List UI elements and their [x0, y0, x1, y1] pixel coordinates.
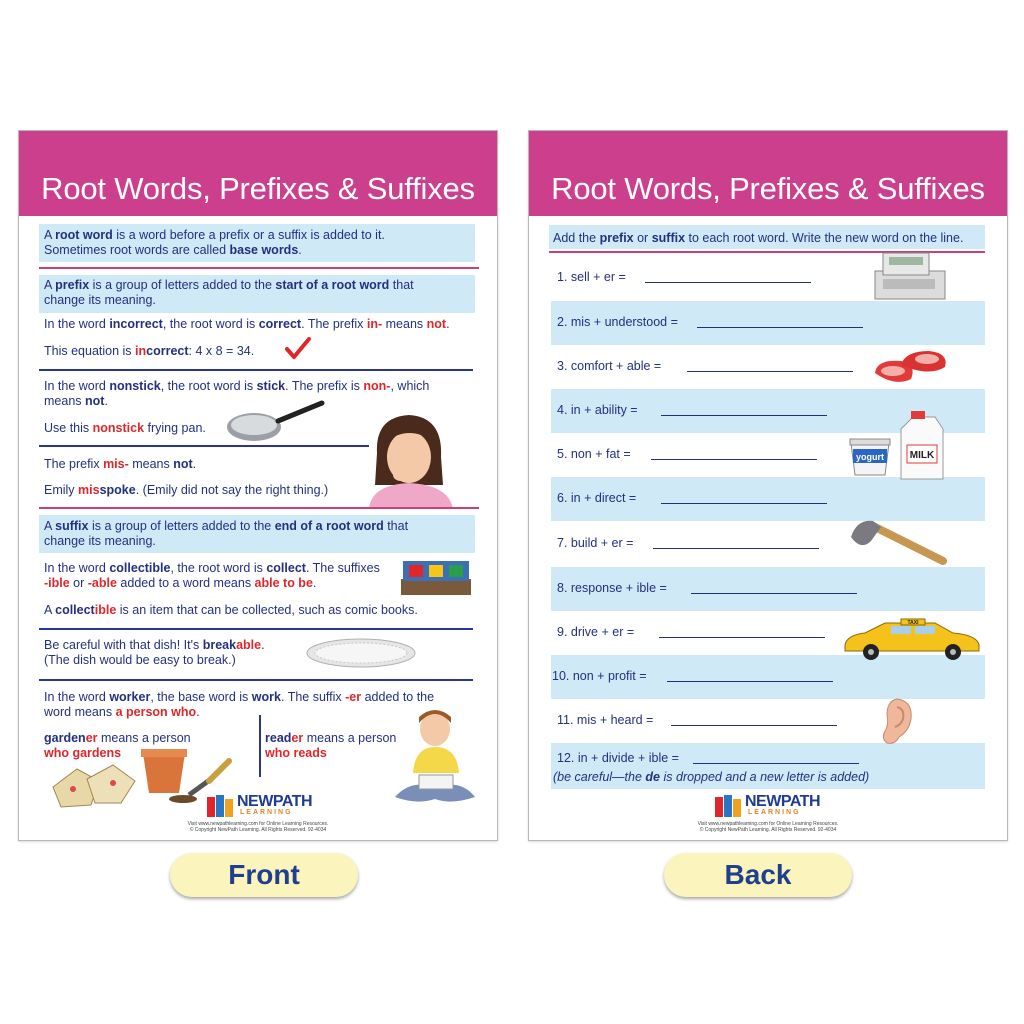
- girl-image: [363, 413, 463, 509]
- mis-prefix-example: The prefix mis- means not.: [44, 457, 197, 471]
- exercise-prompt: 3. comfort + able =: [557, 359, 662, 373]
- taxi-image: [841, 619, 983, 661]
- exercise-row-11: [551, 699, 985, 743]
- exercise-prompt: 5. non + fat =: [557, 447, 631, 461]
- prefix-definition-line1: A prefix is a group of letters added to the start of a root word that: [44, 278, 414, 292]
- exercise-prompt: 1. sell + er =: [557, 270, 626, 284]
- yogurt-label: yogurt: [856, 452, 884, 462]
- emily-example: Emily misspoke. (Emily did not say the right thing.): [44, 483, 329, 497]
- nonstick-example-line1: In the word nonstick, the root word is stick. The prefix is non-, which: [44, 379, 430, 393]
- boy-reading-image: [391, 709, 477, 807]
- instruction-text: Add the prefix or suffix to each root word. Write the new word on the line.: [553, 231, 964, 245]
- back-card: [528, 130, 1008, 841]
- reader-line1: reader means a person: [265, 731, 397, 745]
- exercise-row-10: [551, 655, 985, 699]
- comic-books-image: [399, 557, 475, 597]
- divider: [39, 679, 473, 681]
- exercise-row-6: [551, 477, 985, 521]
- exercise-prompt: 9. drive + er =: [557, 625, 635, 639]
- exercise-note: (be careful—the de is dropped and a new letter is added): [553, 770, 870, 784]
- footer-copyright: © Copyright NewPath Learning. All Rights Reserved. 92-4034: [699, 827, 837, 833]
- front-button[interactable]: Front: [170, 853, 358, 897]
- footer-copyright: © Copyright NewPath Learning. All Rights Reserved. 92-4034: [189, 827, 327, 833]
- exercise-prompt: 4. in + ability =: [557, 403, 638, 417]
- exercise-prompt: 8. response + ible =: [557, 581, 667, 595]
- yogurt-image: [850, 439, 890, 475]
- logo-mark-icon: [207, 795, 235, 817]
- section-divider: [39, 507, 479, 509]
- section-divider: [39, 267, 479, 269]
- answer-line[interactable]: [661, 415, 827, 416]
- worker-example-line2: word means a person who.: [44, 705, 200, 719]
- answer-line[interactable]: [645, 282, 811, 283]
- divider: [39, 445, 369, 447]
- logo-sub: LEARNING: [748, 809, 801, 816]
- collectible-item-example: A collectible is an item that can be collected, such as comic books.: [44, 603, 418, 617]
- hammer-image: [847, 517, 947, 569]
- logo-sub: LEARNING: [240, 809, 293, 816]
- answer-line[interactable]: [687, 371, 853, 372]
- incorrect-example: In the word incorrect, the root word is correct. The prefix in- means not.: [44, 317, 450, 331]
- frying-pan-image: [226, 397, 326, 445]
- answer-line[interactable]: [671, 725, 837, 726]
- answer-line[interactable]: [667, 681, 833, 682]
- suffix-definition-line2: change its meaning.: [44, 534, 156, 548]
- exercise-prompt: 6. in + direct =: [557, 491, 637, 505]
- back-button[interactable]: Back: [664, 853, 852, 897]
- milk-jug-image: [901, 411, 943, 479]
- gardener-line1: gardener means a person: [44, 731, 191, 745]
- front-title: Root Words, Prefixes & Suffixes: [41, 171, 475, 206]
- suffix-definition-line1: A suffix is a group of letters added to the end of a root word that: [44, 519, 409, 533]
- exercise-prompt: 2. mis + understood =: [557, 315, 678, 329]
- gloves-image: [47, 759, 139, 811]
- cash-register-image: [869, 249, 951, 301]
- footer: [529, 821, 1007, 833]
- breakable-example-line1: Be careful with that dish! It's breakable.: [44, 638, 265, 652]
- logo-brand: NEWPATH: [745, 793, 821, 810]
- footer-url: Visit www.newpathlearning.com for Online Learning Resources.: [187, 821, 329, 827]
- answer-line[interactable]: [697, 327, 863, 328]
- back-title: Root Words, Prefixes & Suffixes: [551, 171, 985, 206]
- answer-line[interactable]: [653, 548, 819, 549]
- yogurt-and-milk-image: [849, 409, 949, 481]
- newpath-logo: [715, 791, 835, 821]
- answer-line[interactable]: [661, 503, 827, 504]
- slippers-image: [871, 339, 953, 391]
- footer-url: Visit www.newpathlearning.com for Online Learning Resources.: [697, 821, 839, 827]
- answer-line[interactable]: [691, 593, 857, 594]
- answer-line[interactable]: [659, 637, 825, 638]
- pan-example: Use this nonstick frying pan.: [44, 421, 206, 435]
- collectible-example-line2: -ible or -able added to a word means able to be.: [44, 576, 317, 590]
- worker-example-line1: In the word worker, the base word is work. The suffix -er added to the: [44, 690, 435, 704]
- front-card: [18, 130, 498, 841]
- divider: [39, 369, 473, 371]
- answer-line[interactable]: [693, 763, 859, 764]
- ear-image: [879, 697, 915, 747]
- logo-brand: NEWPATH: [237, 793, 313, 810]
- breakable-example-line2: (The dish would be easy to break.): [44, 653, 236, 667]
- exercise-row-8: [551, 567, 985, 611]
- column-divider: [259, 715, 261, 777]
- back-header: [529, 131, 1007, 216]
- newpath-logo: [207, 791, 327, 821]
- exercise-row-12: [551, 743, 985, 789]
- taxi-label: TAXI: [907, 620, 919, 626]
- check-mark-icon: [285, 337, 311, 361]
- exercise-prompt: 11. mis + heard =: [557, 713, 654, 727]
- footer: [19, 821, 497, 833]
- root-definition-line1: A root word is a word before a prefix or a suffix is added to it.: [44, 228, 385, 242]
- reader-line2: who reads: [265, 746, 327, 760]
- collectible-example-line1: In the word collectible, the root word is collect. The suffixes: [44, 561, 380, 575]
- front-header: [19, 131, 497, 216]
- gardener-line2: who gardens: [44, 746, 122, 760]
- logo-mark-icon: [715, 795, 743, 817]
- divider: [39, 628, 473, 630]
- exercise-prompt: 10. non + profit =: [552, 669, 647, 683]
- root-definition-line2: Sometimes root words are called base words.: [44, 243, 302, 257]
- nonstick-example-line2: means not.: [44, 394, 108, 408]
- milk-label: MILK: [909, 450, 935, 461]
- prefix-definition-line2: change its meaning.: [44, 293, 156, 307]
- exercise-prompt: 12. in + divide + ible =: [557, 751, 679, 765]
- equation-example: This equation is incorrect: 4 x 8 = 34.: [44, 344, 255, 358]
- exercise-prompt: 7. build + er =: [557, 536, 634, 550]
- dish-image: [305, 637, 417, 669]
- answer-line[interactable]: [651, 459, 817, 460]
